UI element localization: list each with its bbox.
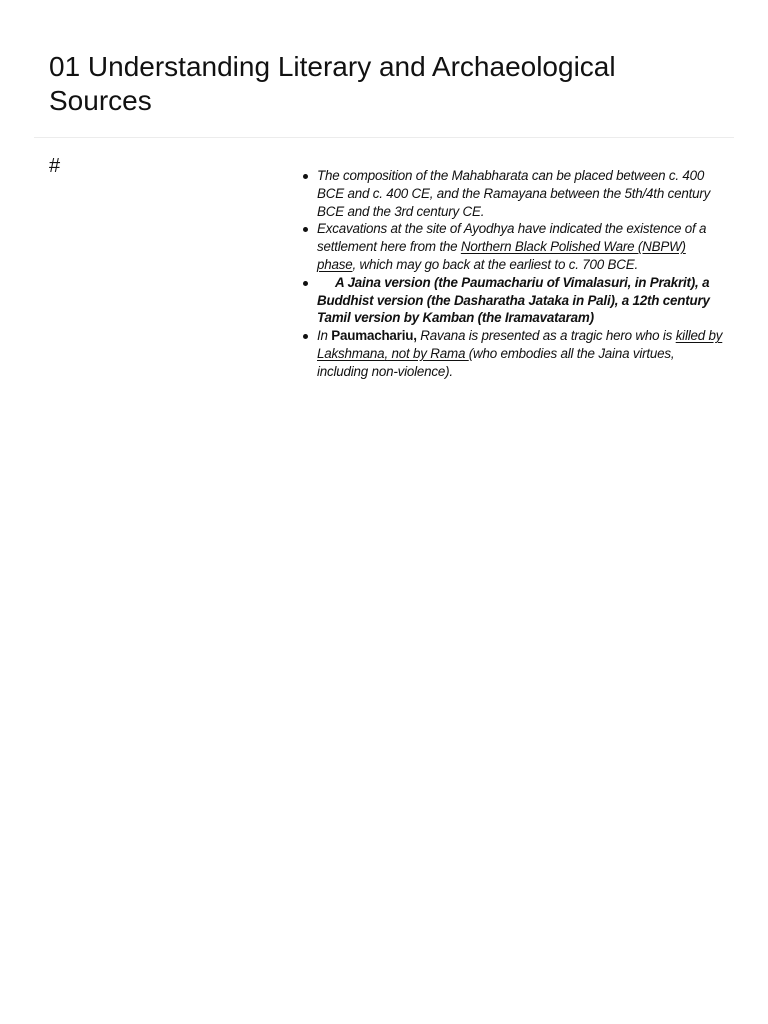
title-divider bbox=[34, 137, 734, 138]
note-text: In bbox=[317, 328, 332, 344]
list-item bbox=[317, 220, 727, 273]
note-text: (who embodies all the Jaina virtues, including non-violence). bbox=[317, 345, 675, 379]
killed-by-lakshmana-link[interactable]: killed by Lakshmana bbox=[317, 328, 723, 361]
paumachariu-term: Paumachariu, bbox=[331, 328, 417, 344]
not-by-rama-link[interactable]: not by Rama bbox=[387, 345, 469, 361]
notes-list bbox=[317, 167, 727, 381]
nbpw-phase-link[interactable]: Northern Black Polished Ware (NBPW) phase bbox=[317, 239, 686, 272]
note-text: The composition of the Mahabharata can be placed between c. 400 BCE and c. 400 CE, and the Ramayana between the 5th/4th century BCE and the 3rd century CE. bbox=[317, 168, 711, 219]
list-item bbox=[317, 274, 727, 327]
note-text: Excavations at the site of Ayodhya have indicated the existence of a settlement here from the bbox=[317, 221, 707, 255]
comma: , bbox=[384, 345, 388, 361]
note-text: Ravana is presented as a tragic hero who is bbox=[416, 328, 676, 344]
section-hash-marker: # bbox=[49, 155, 61, 177]
list-item bbox=[317, 167, 727, 220]
note-text: , which may go back at the earliest to c. 700 BCE. bbox=[352, 256, 638, 272]
page-title: 01 Understanding Literary and Archaeological Sources bbox=[49, 51, 616, 116]
list-item bbox=[317, 327, 727, 380]
note-text-bold: A Jaina version (the Paumachariu of Vimalasuri, in Prakrit), a Buddhist version (the Dasharatha Jataka in Pali), a 12th century Tamil version by Kamban (the Iramavataram) bbox=[317, 274, 710, 326]
